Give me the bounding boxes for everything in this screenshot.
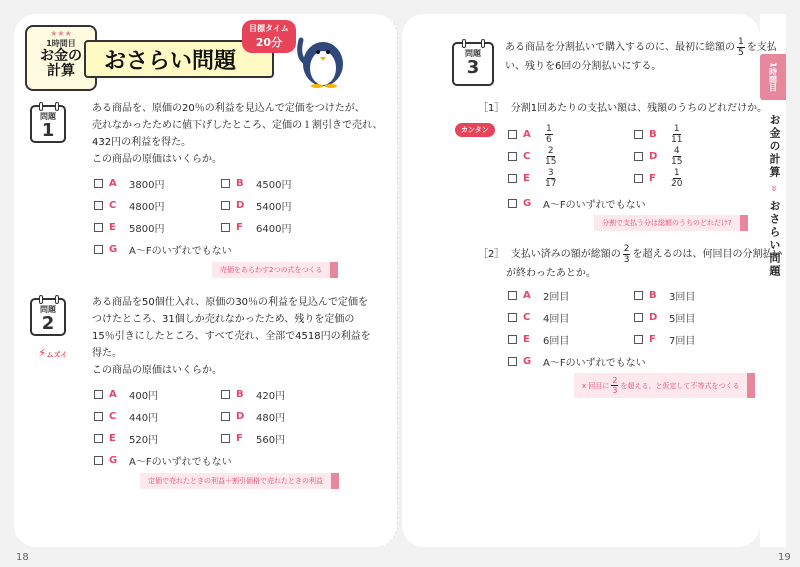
checkbox[interactable] bbox=[634, 130, 643, 139]
difficulty-tag-easy: カンタン bbox=[455, 123, 495, 137]
hint-box: 分割で支払う分は総額のうちのどれだけ? bbox=[594, 215, 748, 231]
difficulty-tag-hard: ⚡ムズイ bbox=[38, 346, 68, 360]
checkbox[interactable] bbox=[634, 291, 643, 300]
option-c[interactable]: C 4回目 bbox=[508, 310, 569, 325]
checkbox[interactable] bbox=[508, 152, 517, 161]
checkbox[interactable] bbox=[94, 245, 103, 254]
checkbox[interactable] bbox=[94, 412, 103, 421]
lesson-badge: ★★★ 1時間目 お金の 計算 bbox=[25, 25, 97, 91]
option-d[interactable]: D 5回目 bbox=[634, 310, 695, 325]
checkbox[interactable] bbox=[94, 201, 103, 210]
option-g[interactable]: G A～Fのいずれでもない bbox=[94, 453, 232, 468]
option-b[interactable]: B 4500円 bbox=[221, 176, 291, 191]
checkbox[interactable] bbox=[508, 357, 517, 366]
hint-box: x 回目に $\frac{2}{3}$ を超える、と仮定して不等式をつくる bbox=[574, 373, 755, 398]
page-number-right: 19 bbox=[778, 552, 791, 563]
question-3-icon: 問題 3 bbox=[452, 42, 494, 86]
option-d[interactable]: D 480円 bbox=[221, 409, 285, 424]
checkbox[interactable] bbox=[221, 390, 230, 399]
chapter-title: お金の計算 » おさらい問題 bbox=[768, 114, 781, 278]
checkbox[interactable] bbox=[221, 434, 230, 443]
option-f[interactable]: F 7回目 bbox=[634, 332, 695, 347]
question-2-text: ある商品を50個仕入れ、原価の30％の利益を見込んで定価を つけたところ、31個しか売れなかったため、残りを定価の 15％引きにしたところ、すべて売れ、全部で4518円の利益を 得た。 この商品の原価はいくらか。 bbox=[92, 297, 371, 376]
option-a[interactable]: A 3800円 bbox=[94, 176, 164, 191]
checkbox[interactable] bbox=[508, 174, 517, 183]
checkbox[interactable] bbox=[221, 223, 230, 232]
checkbox[interactable] bbox=[221, 412, 230, 421]
question-3-intro: ある商品を分割払いで購入するのに、最初に総額の $\frac{1}{5}$ を支払 い、残りを6回の分割払いにする。 bbox=[505, 36, 777, 72]
option-g[interactable]: G A～Fのいずれでもない bbox=[508, 196, 646, 211]
checkbox[interactable] bbox=[94, 390, 103, 399]
checkbox[interactable] bbox=[221, 201, 230, 210]
option-d[interactable]: D 5400円 bbox=[221, 198, 291, 213]
option-c[interactable]: C $\frac{2}{15}$ bbox=[508, 146, 558, 167]
question-1-text: ある商品を、原価の20％の利益を見込んで定価をつけたが、 売れなかったために値下げしたところ、定価の１割引きで売れ、 432円の利益を得た。 この商品の原価はいくらか。 bbox=[92, 103, 383, 165]
option-f[interactable]: F 560円 bbox=[221, 431, 285, 446]
checkbox[interactable] bbox=[94, 434, 103, 443]
checkbox[interactable] bbox=[508, 313, 517, 322]
star-icon: ★★★ bbox=[50, 29, 72, 38]
hint-box: 定価で売れたときの利益＋割引価格で売れたときの利益 bbox=[140, 473, 339, 489]
checkbox[interactable] bbox=[634, 313, 643, 322]
question-1-icon: 問題 1 bbox=[30, 105, 66, 143]
sub-question-1: ［1］ 分割1回あたりの支払い額は、残額のうちのどれだけか。 bbox=[478, 103, 768, 114]
checkbox[interactable] bbox=[634, 335, 643, 344]
option-e[interactable]: E 520円 bbox=[94, 431, 158, 446]
option-a[interactable]: A $\frac{1}{6}$ bbox=[508, 124, 555, 145]
checkbox[interactable] bbox=[508, 199, 517, 208]
penguin-mascot-icon bbox=[293, 28, 351, 88]
option-a[interactable]: A 400円 bbox=[94, 387, 158, 402]
checkbox[interactable] bbox=[634, 174, 643, 183]
checkbox[interactable] bbox=[94, 223, 103, 232]
option-g[interactable]: G A～Fのいずれでもない bbox=[508, 354, 646, 369]
chapter-tab[interactable]: 1時間目 bbox=[760, 54, 786, 100]
checkbox[interactable] bbox=[221, 179, 230, 188]
option-a[interactable]: A 2回目 bbox=[508, 288, 569, 303]
option-f[interactable]: F $\frac{1}{20}$ bbox=[634, 168, 684, 189]
lightning-icon: ⚡ bbox=[38, 346, 47, 360]
option-c[interactable]: C 4800円 bbox=[94, 198, 164, 213]
checkbox[interactable] bbox=[634, 152, 643, 161]
checkbox[interactable] bbox=[94, 456, 103, 465]
option-c[interactable]: C 440円 bbox=[94, 409, 158, 424]
page-title: おさらい問題 bbox=[84, 40, 274, 78]
option-b[interactable]: B 3回目 bbox=[634, 288, 695, 303]
page-number-left: 18 bbox=[16, 552, 29, 563]
question-2-icon: 問題 2 bbox=[30, 298, 66, 336]
option-g[interactable]: G A～Fのいずれでもない bbox=[94, 242, 232, 257]
arrow-icon: » bbox=[768, 184, 781, 194]
checkbox[interactable] bbox=[508, 335, 517, 344]
checkbox[interactable] bbox=[508, 291, 517, 300]
hint-box: 売価をあらわす2つの式をつくる bbox=[212, 262, 338, 278]
option-b[interactable]: B $\frac{1}{11}$ bbox=[634, 124, 684, 145]
option-e[interactable]: E $\frac{3}{17}$ bbox=[508, 168, 558, 189]
option-e[interactable]: E 6回目 bbox=[508, 332, 569, 347]
checkbox[interactable] bbox=[94, 179, 103, 188]
option-f[interactable]: F 6400円 bbox=[221, 220, 291, 235]
option-b[interactable]: B 420円 bbox=[221, 387, 285, 402]
option-e[interactable]: E 5800円 bbox=[94, 220, 164, 235]
target-time-badge: 目標タイム 20分 bbox=[242, 20, 296, 53]
option-d[interactable]: D $\frac{4}{15}$ bbox=[634, 146, 684, 167]
sub-question-2: ［2］ 支払い済みの額が総額の $\frac{2}{3}$ を超えるのは、何回目の分割払い が終わったあとか。 bbox=[478, 243, 783, 279]
fraction: $\frac{1}{5}$ bbox=[738, 36, 744, 58]
checkbox[interactable] bbox=[508, 130, 517, 139]
